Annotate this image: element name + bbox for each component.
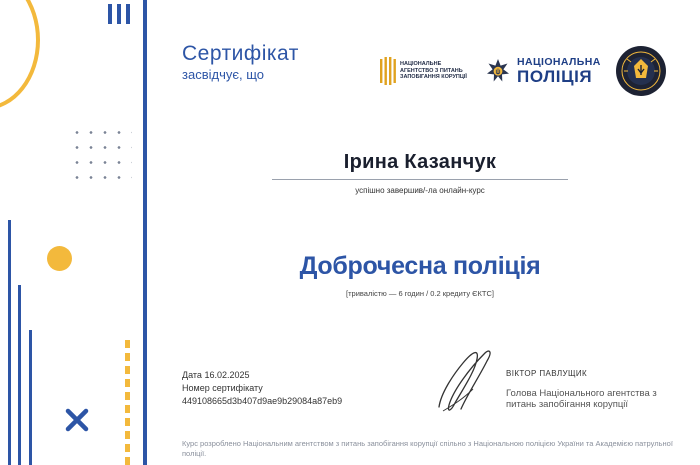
date-label: Дата <box>182 370 202 380</box>
nazk-logo <box>380 57 472 85</box>
police-star-icon <box>486 59 510 83</box>
dot-grid-decoration <box>70 125 132 185</box>
blue-line-decoration <box>18 285 21 465</box>
recipient-name: Ірина Казанчук <box>343 151 497 173</box>
course-title: Доброчесна поліція <box>299 252 541 280</box>
police-logo-line2: ПОЛІЦІЯ <box>517 67 593 87</box>
blue-line-decoration <box>8 220 11 465</box>
completion-text: успішно завершив/-ла онлайн-курс <box>355 186 485 195</box>
date-row <box>182 369 342 382</box>
name-underline <box>272 179 568 180</box>
cross-icon <box>64 407 90 433</box>
signer-name: ВІКТОР ПАВЛУЩИК <box>506 369 588 378</box>
signature-icon <box>433 345 495 417</box>
blue-bars-decoration <box>108 4 134 24</box>
certificate-number-label: Номер сертифікату <box>182 383 263 393</box>
course-footnote: Курс розроблено Національним агентством з питань запобігання корупції спільно з Національною поліцією України та Академією патрульної поліції. <box>182 439 673 458</box>
course-duration: [тривалістю — 6 годин / 0.2 кредиту ЄКТС] <box>346 289 494 298</box>
divider-line <box>143 0 147 465</box>
date-value: 16.02.2025 <box>204 370 250 380</box>
certificate-title: Сертифікат <box>182 42 299 65</box>
national-police-logo <box>486 57 601 86</box>
decorative-strip <box>0 0 150 465</box>
yellow-ring-decoration <box>0 0 40 110</box>
nazk-logo-text: НАЦІОНАЛЬНЕ АГЕНТСТВО З ПИТАНЬ ЗАПОБІГАННЯ КОРУПЦІЇ <box>400 61 467 81</box>
certificate-number-value: 449108665d3b407d9ae9b29084a87eb9 <box>182 396 343 406</box>
yellow-dashed-decoration <box>125 340 130 465</box>
yellow-dot-decoration <box>47 246 72 271</box>
nazk-emblem-icon <box>380 57 396 85</box>
blue-line-decoration <box>29 330 32 465</box>
academy-emblem-icon <box>615 45 667 97</box>
certificate-details <box>182 369 342 408</box>
police-logo-line1: НАЦІОНАЛЬНА <box>517 55 601 68</box>
partner-logos <box>380 44 667 98</box>
signer-role: Голова Національного агентства з питань запобігання корупції <box>506 388 657 410</box>
certificate-subtitle: засвідчує, що <box>182 67 264 82</box>
